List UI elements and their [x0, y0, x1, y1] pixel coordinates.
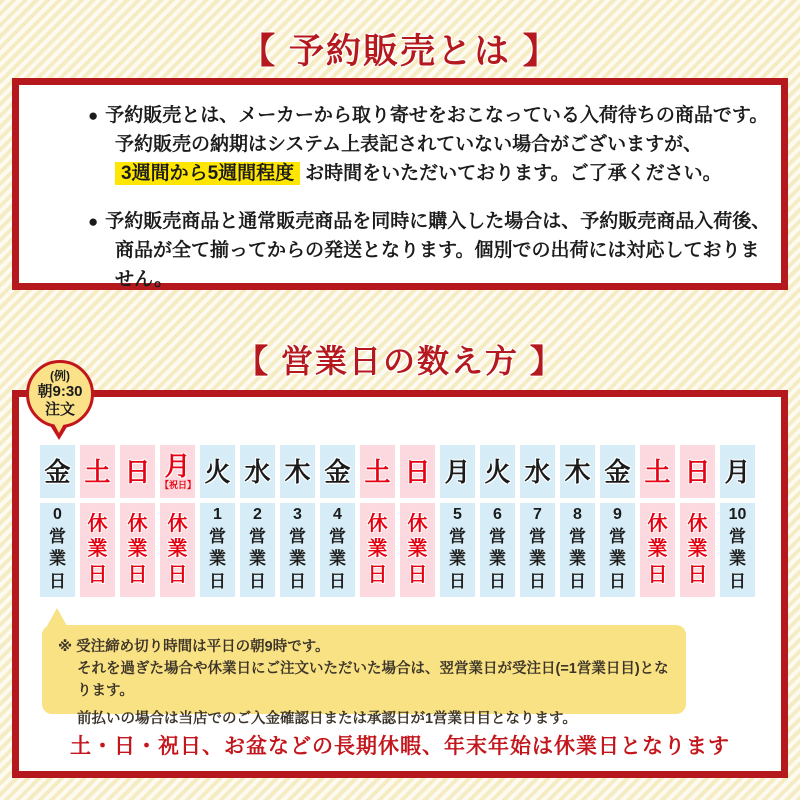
day-cell [600, 445, 635, 498]
day-label: 月 [444, 456, 471, 487]
day-cell [720, 445, 755, 498]
status-cell: 5 営 業 日 [440, 503, 475, 597]
status-cell: 4 営 業 日 [320, 503, 355, 597]
status-cell: 0 営 業 日 [40, 503, 75, 597]
status-cell: 休 業 日 [640, 503, 675, 597]
bullet1-line1: ● 予約販売とは、メーカーから取り寄せをおこなっている入荷待ちの商品です。 [88, 105, 769, 126]
preorder-info-box [12, 78, 788, 290]
status-cell: 7 営 業 日 [520, 503, 555, 597]
status-cell: 10 営 業 日 [720, 503, 755, 597]
status-cell: 6 営 業 日 [480, 503, 515, 597]
calendar-column [120, 445, 155, 597]
day-cell [40, 445, 75, 498]
day-label: 火 [204, 456, 231, 487]
day-label: 土 [364, 456, 391, 487]
day-label: 金 [604, 456, 631, 487]
day-label: 日 [124, 456, 151, 487]
calendar-column [160, 445, 195, 597]
status-cell: 休 業 日 [120, 503, 155, 597]
example-badge-line2: 朝9:30 [37, 383, 83, 401]
example-badge [26, 360, 94, 428]
lead-time-highlight: 3週間から5週間程度 [115, 162, 300, 185]
order-note-bubble [42, 625, 686, 727]
status-cell: 3 営 業 日 [280, 503, 315, 597]
note-bubble-tail [47, 608, 67, 626]
status-cell: 休 業 日 [80, 503, 115, 597]
day-cell [400, 445, 435, 498]
day-cell [360, 445, 395, 498]
holiday-note-label: 【祝日】 [160, 480, 197, 490]
bullet-icon: ● [88, 212, 99, 231]
bullet1-line2: 予約販売の納期はシステム上表記されていない場合がございますが、 [115, 134, 703, 155]
calendar-column [40, 445, 75, 597]
preorder-section-title: 【 予約販売とは 】 [240, 32, 560, 71]
example-badge-line3: 注文 [44, 401, 75, 419]
day-label: 木 [564, 456, 591, 487]
example-badge-line1: (例) [50, 369, 70, 384]
day-cell [480, 445, 515, 498]
calendar-column [560, 445, 595, 597]
bullet-icon: ● [88, 106, 99, 125]
note-line2: それを過ぎた場合や休業日にご注文いただいた場合は、翌営業日が受注日(=1営業日目)となります。 [77, 661, 669, 699]
business-days-section-title: 【 営業日の数え方 】 [236, 343, 564, 379]
day-label: 土 [84, 456, 111, 487]
day-label: 月 [724, 456, 751, 487]
status-cell: 8 営 業 日 [560, 503, 595, 597]
status-cell: 休 業 日 [400, 503, 435, 597]
day-label: 金 [324, 456, 351, 487]
bullet1-line3: 3週間から5週間程度 お時間をいただいております。ご了承ください。 [88, 159, 773, 188]
calendar-column [600, 445, 635, 597]
status-cell: 9 営 業 日 [600, 503, 635, 597]
status-cell: 休 業 日 [360, 503, 395, 597]
calendar-column [680, 445, 715, 597]
day-cell [280, 445, 315, 498]
calendar-column [440, 445, 475, 597]
day-cell [160, 445, 195, 498]
day-cell [320, 445, 355, 498]
day-label: 月 [164, 451, 191, 481]
status-cell: 1 営 業 日 [200, 503, 235, 597]
day-cell [640, 445, 675, 498]
calendar-column [360, 445, 395, 597]
preorder-bullet-2 [88, 207, 773, 294]
preorder-bullet-1 [88, 101, 773, 188]
calendar-column [240, 445, 275, 597]
day-cell [200, 445, 235, 498]
status-cell: 休 業 日 [160, 503, 195, 597]
calendar-column [480, 445, 515, 597]
calendar-column [520, 445, 555, 597]
day-cell [240, 445, 275, 498]
bullet2-line2: 商品が全て揃ってからの発送となります。個別での出荷には対応しておりません。 [115, 240, 760, 290]
day-cell [560, 445, 595, 498]
day-label: 金 [44, 456, 71, 487]
note-line3: 前払いの場合は当店でのご入金確認日または承認日が1営業日目となります。 [77, 711, 577, 727]
calendar-column [640, 445, 675, 597]
calendar-column [200, 445, 235, 597]
calendar-column [720, 445, 755, 597]
day-label: 日 [684, 456, 711, 487]
day-label: 水 [244, 456, 271, 487]
example-badge-tail-fill [52, 420, 66, 433]
day-cell [120, 445, 155, 498]
calendar-column [320, 445, 355, 597]
day-cell [80, 445, 115, 498]
day-cell [520, 445, 555, 498]
holiday-footer-notice: 土・日・祝日、お盆などの長期休暇、年末年始は休業日となります [70, 735, 730, 758]
calendar-column [80, 445, 115, 597]
day-label: 木 [284, 456, 311, 487]
day-label: 日 [404, 456, 431, 487]
day-label: 火 [484, 456, 511, 487]
day-cell [680, 445, 715, 498]
calendar-column [400, 445, 435, 597]
calendar-column [280, 445, 315, 597]
note-line1: ※ 受注締め切り時間は平日の朝9時です。 [58, 639, 330, 655]
bullet2-line1: ● 予約販売商品と通常販売商品を同時に購入した場合は、予約販売商品入荷後、 [88, 211, 771, 232]
day-cell [440, 445, 475, 498]
calendar-columns [40, 445, 755, 597]
day-label: 土 [644, 456, 671, 487]
day-label: 水 [524, 456, 551, 487]
status-cell: 2 営 業 日 [240, 503, 275, 597]
status-cell: 休 業 日 [680, 503, 715, 597]
